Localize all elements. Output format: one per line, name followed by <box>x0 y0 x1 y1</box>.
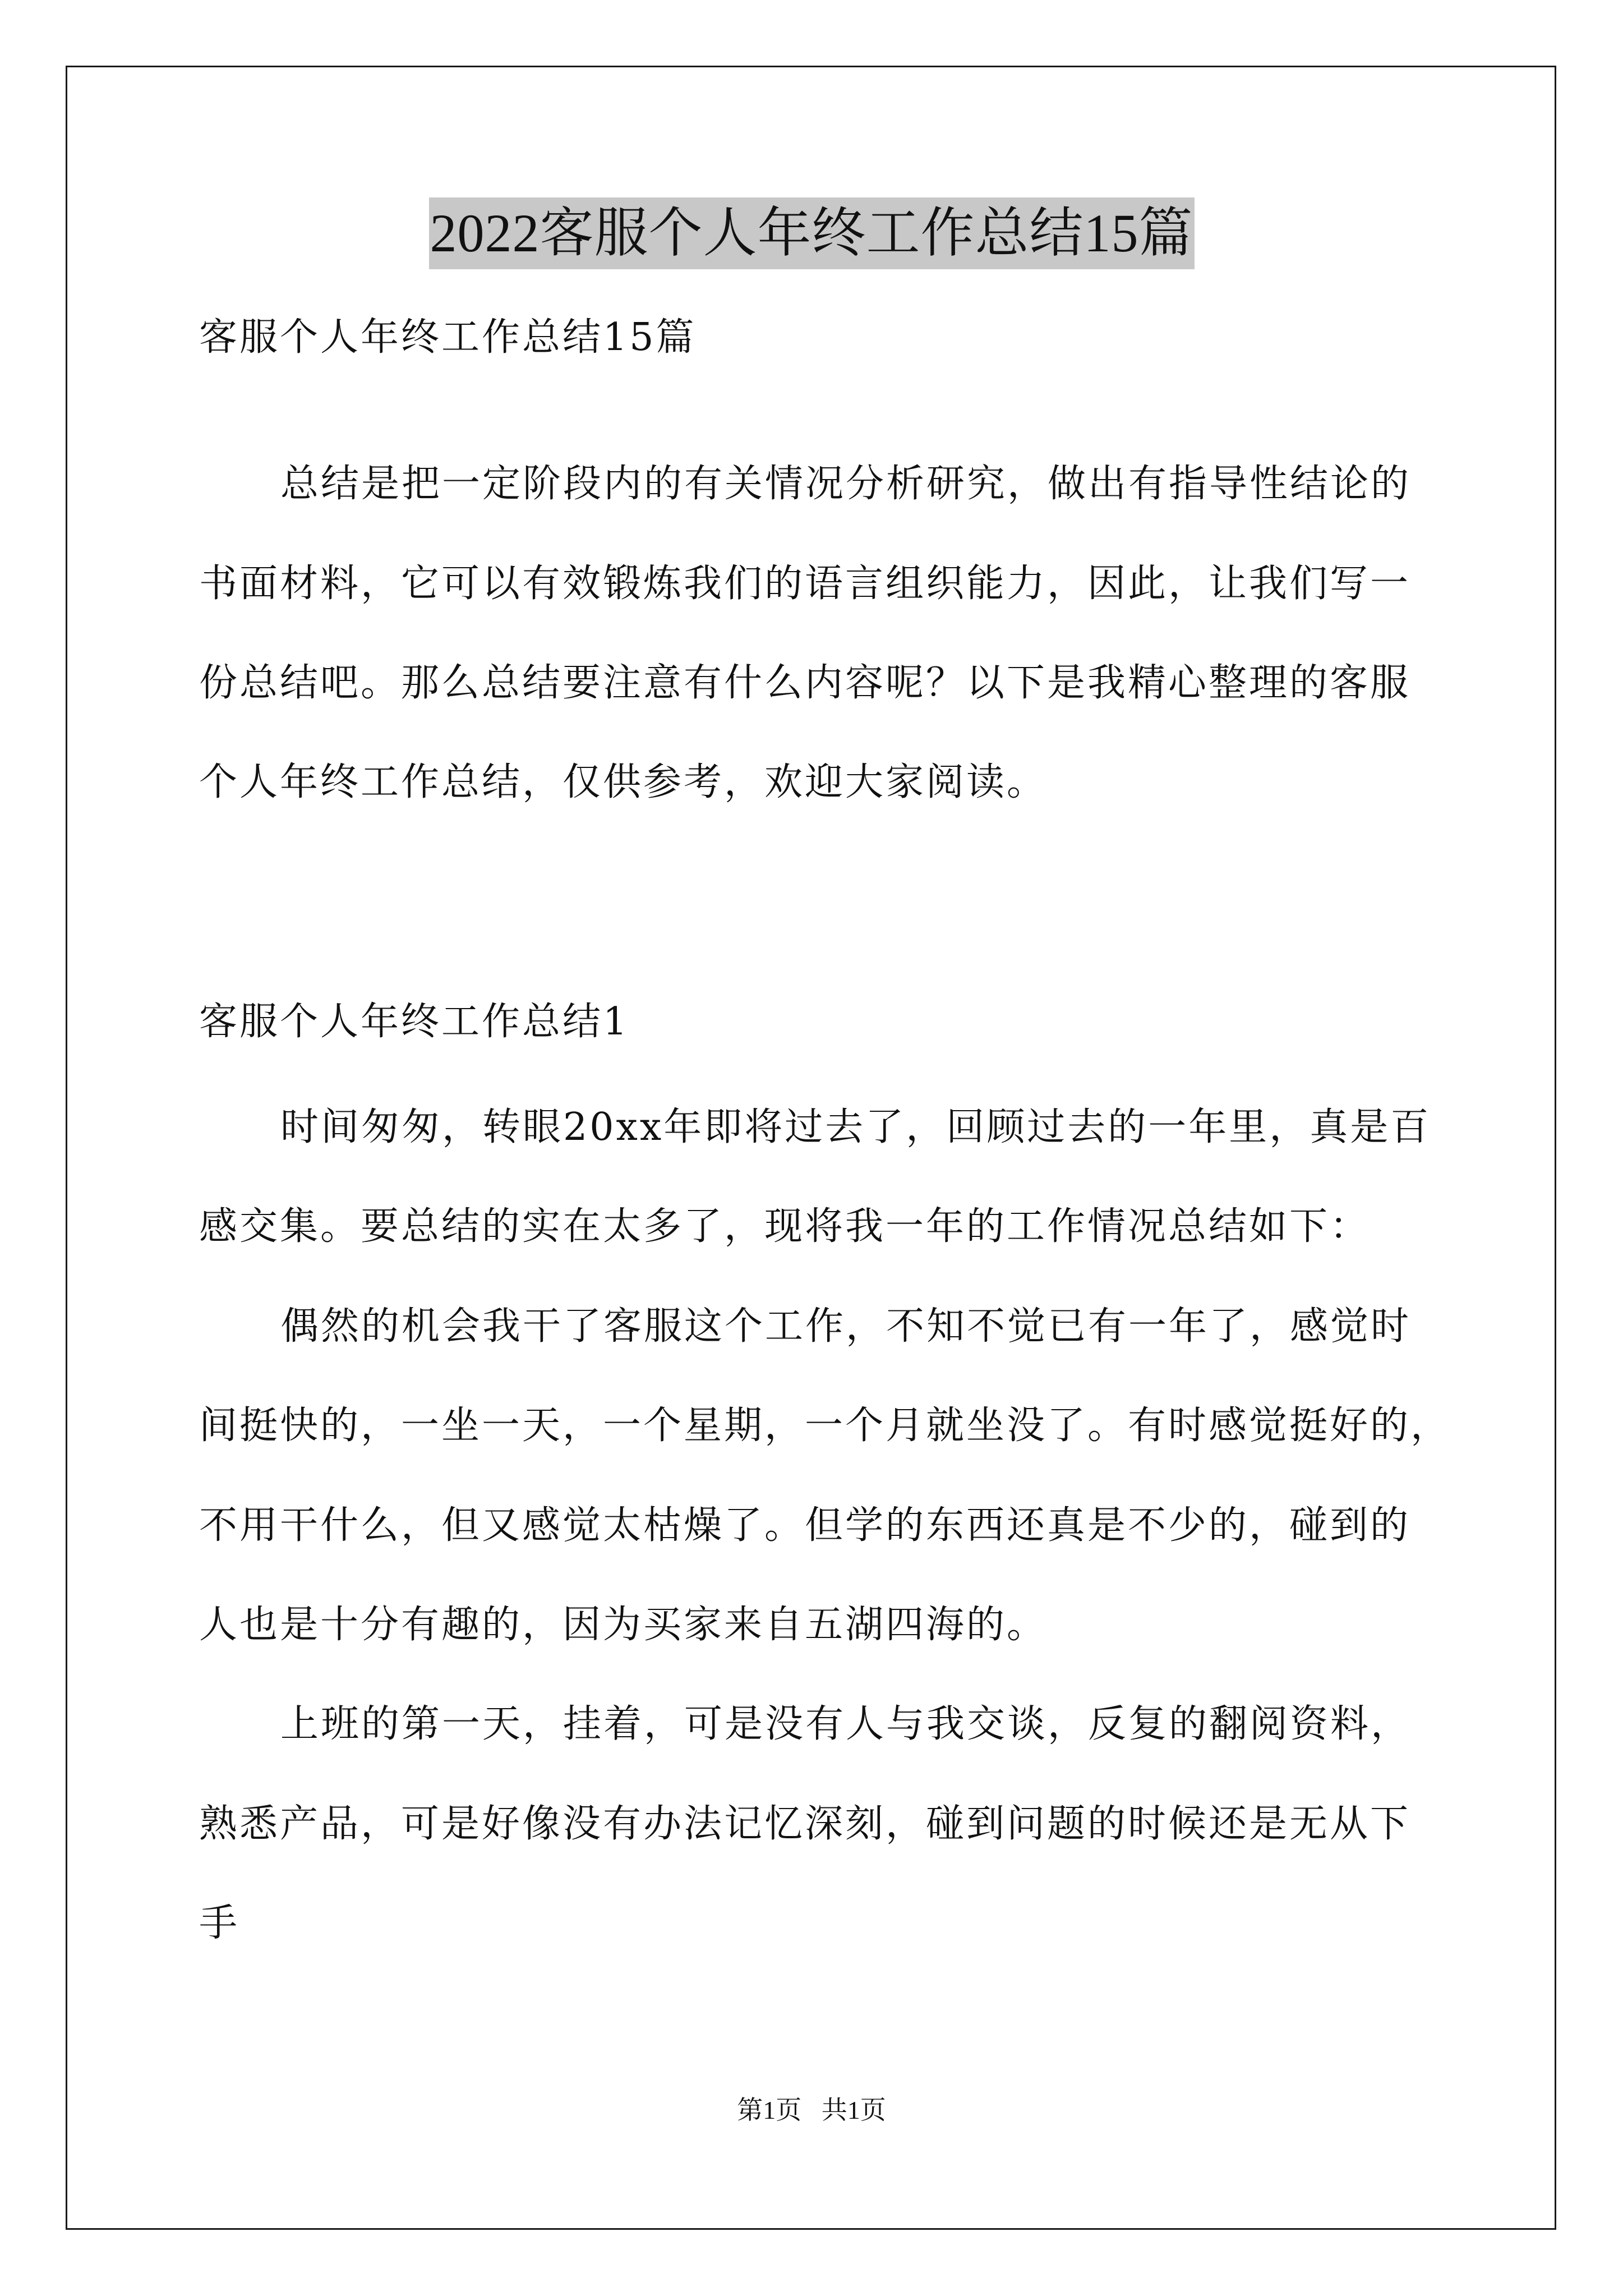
paragraph-line: 书面材料，它可以有效锻炼我们的语言组织能力，因此，让我们写一 <box>199 562 1411 606</box>
paragraph-line: 总结是把一定阶段内的有关情况分析研究，做出有指导性结论的 <box>280 462 1412 506</box>
paragraph-line: 感交集。要总结的实在太多了，现将我一年的工作情况总结如下： <box>199 1204 1371 1249</box>
document-title: 2022客服个人年终工作总结15篇 <box>429 197 1195 269</box>
page-number: 第1页 <box>737 2096 802 2124</box>
paragraph-line: 份总结吧。那么总结要注意有什么内容呢？以下是我精心整理的客服 <box>199 661 1411 705</box>
subtitle-line: 客服个人年终工作总结15篇 <box>199 315 697 360</box>
paragraph-line: 不用干什么，但又感觉太枯燥了。但学的东西还真是不少的，碰到的 <box>199 1503 1411 1548</box>
section-heading: 客服个人年终工作总结1 <box>199 1000 630 1044</box>
page-total: 共1页 <box>821 2096 886 2124</box>
paragraph-line: 手 <box>199 1901 240 1945</box>
paragraph-line: 个人年终工作总结，仅供参考，欢迎大家阅读。 <box>199 760 1048 804</box>
paragraph-line: 上班的第一天，挂着，可是没有人与我交谈，反复的翻阅资料， <box>280 1702 1412 1746</box>
paragraph-line: 时间匆匆，转眼20xx年即将过去了，回顾过去的一年里，真是百 <box>280 1105 1431 1149</box>
paragraph-line: 偶然的机会我干了客服这个工作，不知不觉已有一年了，感觉时 <box>280 1304 1412 1349</box>
paragraph-line: 间挺快的，一坐一天，一个星期，一个月就坐没了。有时感觉挺好的， <box>199 1404 1451 1448</box>
paragraph-line: 人也是十分有趣的，因为买家来自五湖四海的。 <box>199 1603 1048 1647</box>
title-container <box>0 197 1623 269</box>
page-footer <box>0 2095 1623 2126</box>
paragraph-line: 熟悉产品，可是好像没有办法记忆深刻，碰到问题的时候还是无从下 <box>199 1802 1411 1846</box>
